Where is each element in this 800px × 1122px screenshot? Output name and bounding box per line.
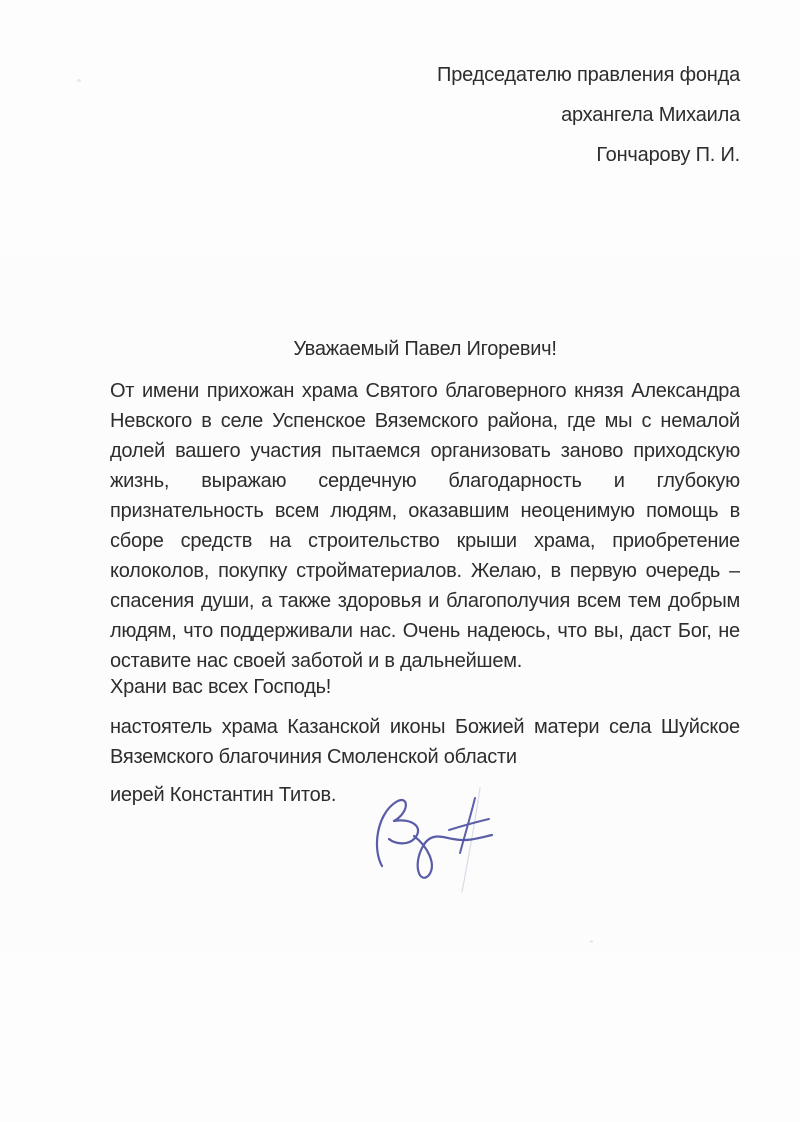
body-line: Невского в селе Успенское Вяземского района, где мы с немалой [110,410,740,432]
recipient-line: архангела Михаила [561,104,740,126]
body-line: колоколов, покупку стройматериалов. Желаю, в первую очередь – [110,560,740,582]
body-line: долей вашего участия пытаемся организовать заново приходскую [110,440,740,462]
handwritten-signature [352,786,522,896]
signoff-line: Вяземского благочиния Смоленской области [110,746,517,768]
scan-speck [77,79,81,82]
recipient-line: Гончарову П. И. [596,144,740,166]
body-line: оставите нас своей заботой и в дальнейшем. [110,650,523,672]
body-line: признательность всем людям, оказавшим неоценимую помощь в [110,500,740,522]
body-line: сборе средств на строительство крыши храма, приобретение [110,530,740,552]
signoff-line: настоятель храма Казанской иконы Божией матери села Шуйское [110,716,740,738]
signature-cross-stroke [449,798,489,853]
letter-text-column [110,334,740,810]
blessing-line: Храни вас всех Господь! [110,676,332,698]
body-line: жизнь, выражаю сердечную благодарность и глубокую [110,470,740,492]
scan-speck [148,724,152,728]
body-line: От имени прихожан храма Святого благоверного князя Александра [110,380,740,402]
salutation: Уважаемый Павел Игоревич! [293,338,557,360]
signature-main-stroke [377,800,492,878]
letter-body [110,376,740,676]
recipient-line: Председателю правления фонда [437,64,740,86]
recipient-block [437,55,740,175]
body-line: людям, что поддерживали нас. Очень надеюсь, что вы, даст Бог, не [110,620,740,642]
body-line: спасения души, а также здоровья и благополучия всем тем добрым [110,590,740,612]
signoff-block [110,712,740,772]
scan-speck [590,940,593,943]
priest-name-line: иерей Константин Титов. [110,784,337,806]
